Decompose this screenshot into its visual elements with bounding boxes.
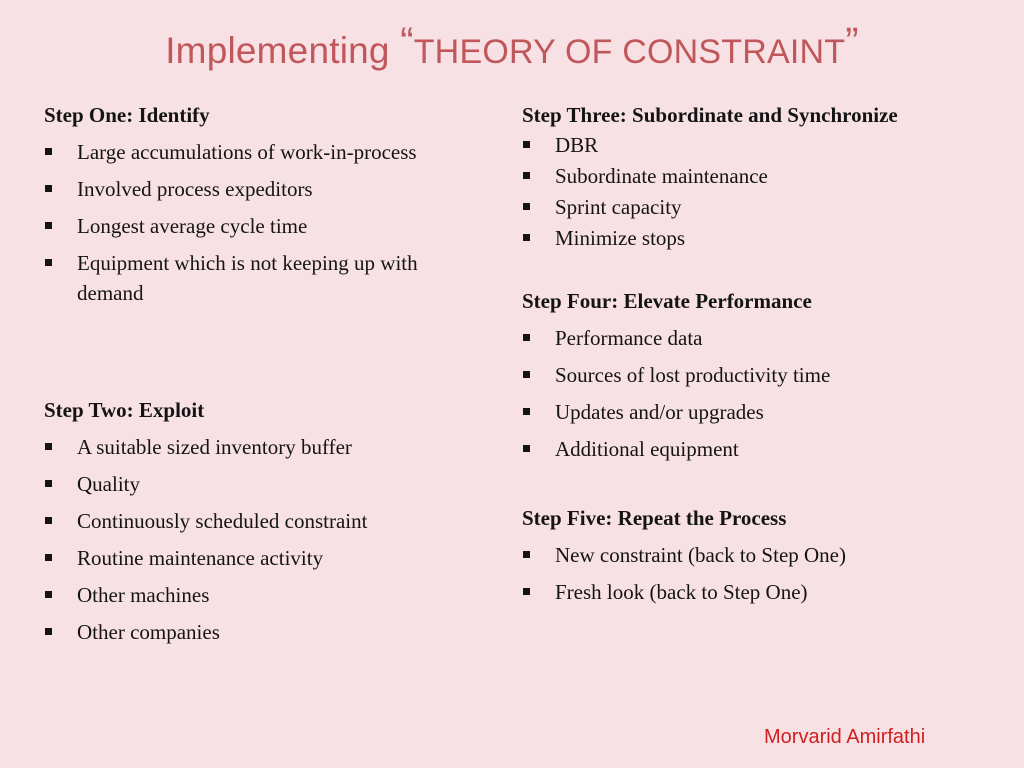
list-item xyxy=(522,130,992,160)
list-item-text: Large accumulations of work-in-process xyxy=(77,140,417,164)
square-bullet-icon xyxy=(523,445,530,452)
step-one-heading: Step One: Identify xyxy=(44,103,210,127)
title-open-quote: “ xyxy=(400,20,414,64)
step-two-section xyxy=(44,397,464,647)
list-item xyxy=(44,432,464,462)
square-bullet-icon xyxy=(523,203,530,210)
square-bullet-icon xyxy=(523,234,530,241)
left-column xyxy=(44,102,464,654)
square-bullet-icon xyxy=(523,408,530,415)
step-one-list xyxy=(44,137,464,308)
list-item xyxy=(44,506,464,536)
square-bullet-icon xyxy=(45,554,52,561)
step-four-section xyxy=(522,288,992,464)
square-bullet-icon xyxy=(45,185,52,192)
list-item xyxy=(522,192,992,222)
square-bullet-icon xyxy=(523,588,530,595)
list-item-text: Quality xyxy=(77,472,140,496)
step-five-section xyxy=(522,505,992,607)
step-one-section xyxy=(44,102,464,308)
list-item-text: Longest average cycle time xyxy=(77,214,308,238)
step-four-list xyxy=(522,323,992,464)
list-item-text: Continuously scheduled constraint xyxy=(77,509,368,533)
list-item-text: Updates and/or upgrades xyxy=(555,400,764,424)
right-column xyxy=(522,102,992,614)
square-bullet-icon xyxy=(523,334,530,341)
step-two-list xyxy=(44,432,464,647)
title-close-quote: ” xyxy=(845,20,859,64)
list-item-text: Other companies xyxy=(77,620,220,644)
list-item xyxy=(44,137,464,167)
list-item xyxy=(522,360,992,390)
list-item xyxy=(44,211,464,241)
list-item-text: Equipment which is not keeping up with demand xyxy=(77,251,418,305)
step-three-heading: Step Three: Subordinate and Synchronize xyxy=(522,103,898,127)
list-item-text: Sprint capacity xyxy=(555,195,682,219)
list-item xyxy=(522,434,992,464)
list-item-text: Involved process expeditors xyxy=(77,177,313,201)
step-two-heading: Step Two: Exploit xyxy=(44,398,205,422)
square-bullet-icon xyxy=(523,371,530,378)
list-item xyxy=(522,223,992,253)
list-item xyxy=(44,580,464,610)
list-item-text: A suitable sized inventory buffer xyxy=(77,435,352,459)
step-five-list xyxy=(522,540,992,607)
list-item-text: Minimize stops xyxy=(555,226,686,250)
list-item-text: Additional equipment xyxy=(555,437,739,461)
square-bullet-icon xyxy=(45,148,52,155)
square-bullet-icon xyxy=(45,480,52,487)
list-item xyxy=(522,540,992,570)
square-bullet-icon xyxy=(523,551,530,558)
list-item-text: Other machines xyxy=(77,583,210,607)
square-bullet-icon xyxy=(523,172,530,179)
square-bullet-icon xyxy=(45,591,52,598)
square-bullet-icon xyxy=(45,628,52,635)
square-bullet-icon xyxy=(523,141,530,148)
list-item xyxy=(522,397,992,427)
step-three-list xyxy=(522,130,992,253)
step-three-section xyxy=(522,102,992,253)
list-item-text: Routine maintenance activity xyxy=(77,546,324,570)
list-item-text: DBR xyxy=(555,133,599,157)
list-item-text: Sources of lost productivity time xyxy=(555,363,831,387)
list-item-text: Subordinate maintenance xyxy=(555,164,768,188)
square-bullet-icon xyxy=(45,259,52,266)
step-four-heading: Step Four: Elevate Performance xyxy=(522,289,812,313)
title-text: Implementing xyxy=(165,30,390,71)
list-item xyxy=(522,323,992,353)
list-item xyxy=(44,174,464,204)
title-caps: THEORY OF CONSTRAINT xyxy=(413,33,846,71)
list-item xyxy=(44,248,464,308)
list-item xyxy=(44,469,464,499)
list-item xyxy=(522,161,992,191)
square-bullet-icon xyxy=(45,443,52,450)
list-item-text: New constraint (back to Step One) xyxy=(555,543,846,567)
list-item xyxy=(44,617,464,647)
step-five-heading: Step Five: Repeat the Process xyxy=(522,506,787,530)
slide-title xyxy=(0,20,1024,73)
list-item xyxy=(44,543,464,573)
square-bullet-icon xyxy=(45,517,52,524)
list-item-text: Performance data xyxy=(555,326,703,350)
author-name: Morvarid Amirfathi xyxy=(764,726,926,748)
square-bullet-icon xyxy=(45,222,52,229)
list-item xyxy=(522,577,992,607)
list-item-text: Fresh look (back to Step One) xyxy=(555,580,808,604)
